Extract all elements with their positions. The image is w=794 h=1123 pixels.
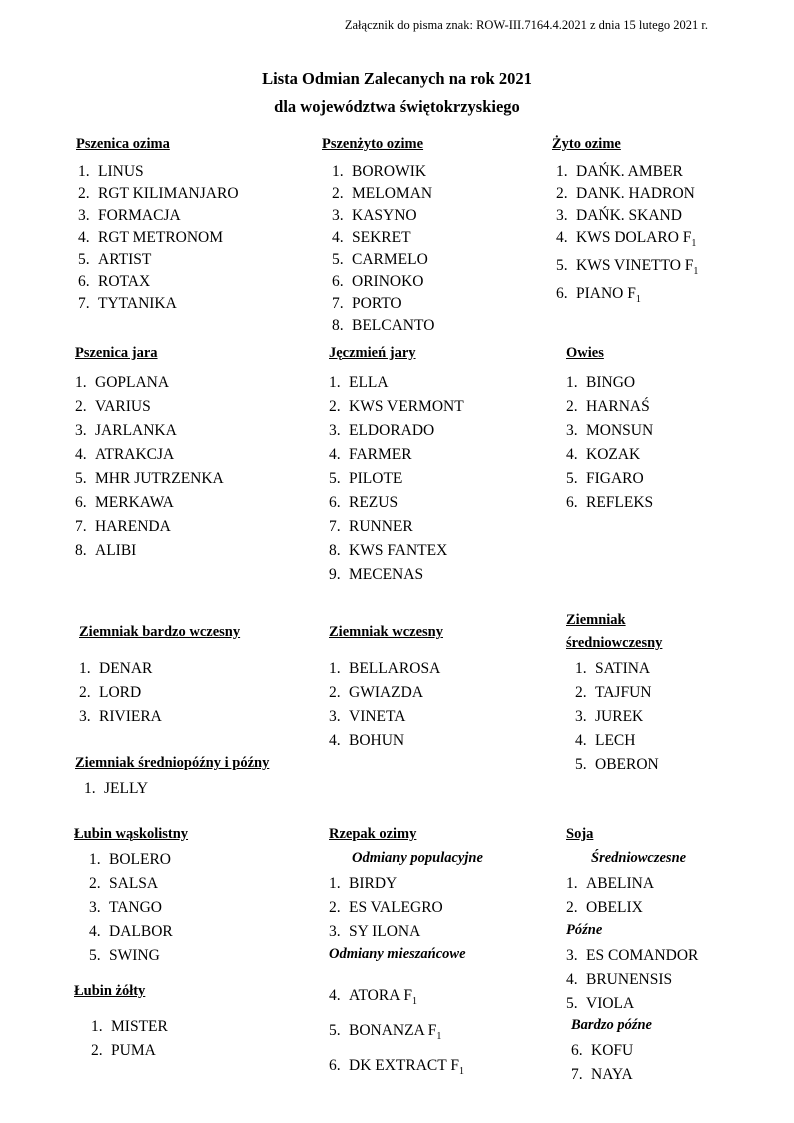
list-item: 1. ABELINA bbox=[566, 875, 655, 892]
subheading-odmiany-mieszancowe: Odmiany mieszańcowe bbox=[329, 946, 466, 962]
list-item: 3. KASYNO bbox=[332, 207, 417, 224]
list-item: 1. BOROWIK bbox=[332, 163, 427, 180]
hybrid-subscript: 1 bbox=[635, 294, 641, 306]
list-item: 1. DENAR bbox=[79, 660, 153, 677]
list-zyto-ozime bbox=[556, 161, 698, 311]
list-item: 4. FARMER bbox=[329, 446, 412, 463]
heading-pszenica-jara: Pszenica jara bbox=[75, 345, 158, 361]
list-item: 2. TAJFUN bbox=[575, 684, 652, 701]
heading-ziemniak-wczesny: Ziemniak wczesny bbox=[329, 624, 443, 640]
list-item: 5. MHR JUTRZENKA bbox=[75, 470, 224, 487]
subheading-odmiany-populacyjne: Odmiany populacyjne bbox=[352, 850, 483, 866]
list-item: 2. GWIAZDA bbox=[329, 684, 424, 701]
list-item: 2. VARIUS bbox=[75, 398, 151, 415]
list-item: 5. FIGARO bbox=[566, 470, 644, 487]
heading-rzepak-ozimy: Rzepak ozimy bbox=[329, 826, 417, 842]
document-title: Lista Odmian Zalecanych na rok 2021 bbox=[262, 69, 532, 88]
list-item: 5. VIOLA bbox=[566, 995, 635, 1012]
list-item: 6. PIANO $F_1$ bbox=[556, 285, 641, 306]
list-item: 4. BOHUN bbox=[329, 732, 405, 749]
hybrid-subscript: 1 bbox=[458, 1066, 464, 1078]
list-item: 2. SALSA bbox=[89, 875, 159, 892]
heading-pszenzyto-ozime: Pszenżyto ozime bbox=[322, 136, 424, 152]
list-owies bbox=[566, 371, 653, 515]
list-pszenica-jara bbox=[75, 371, 224, 563]
heading-ziemniak-bardzo-wczesny: Ziemniak bardzo wczesny bbox=[79, 624, 241, 640]
list-pszenica-ozima bbox=[78, 161, 239, 315]
list-item: 3. RIVIERA bbox=[79, 708, 162, 725]
heading-owies: Owies bbox=[566, 345, 604, 361]
list-item: 7. TYTANIKA bbox=[78, 295, 177, 312]
list-item: 2. RGT KILIMANJARO bbox=[78, 185, 239, 202]
list-item: 4. LECH bbox=[575, 732, 636, 749]
list-item: 6. REFLEKS bbox=[566, 494, 654, 511]
list-item: 8. BELCANTO bbox=[332, 317, 435, 334]
list-item: 3. JARLANKA bbox=[75, 422, 177, 439]
hybrid-subscript: 1 bbox=[693, 266, 699, 278]
subheading-sredniowczesne: Średniowczesne bbox=[591, 850, 687, 866]
heading-soja: Soja bbox=[566, 826, 594, 842]
list-item: 3. VINETA bbox=[329, 708, 406, 725]
list-jeczmien-jary bbox=[329, 371, 464, 587]
list-item: 4. ATRAKCJA bbox=[75, 446, 175, 463]
list-item: 3. MONSUN bbox=[566, 422, 654, 439]
list-item: 3. SY ILONA bbox=[329, 923, 421, 940]
list-item: 2. DANK. HADRON bbox=[556, 185, 695, 202]
list-item: 5. OBERON bbox=[575, 756, 659, 773]
list-item: 6. ORINOKO bbox=[332, 273, 424, 290]
list-item: 1. BINGO bbox=[566, 374, 636, 391]
list-item: 1. BELLAROSA bbox=[329, 660, 441, 677]
list-item: 1. LINUS bbox=[78, 163, 144, 180]
list-item: 8. ALIBI bbox=[75, 542, 137, 559]
list-item: 3. ELDORADO bbox=[329, 422, 435, 439]
heading-jeczmien-jary: Jęczmień jary bbox=[329, 345, 416, 361]
list-item: 2. MELOMAN bbox=[332, 185, 433, 202]
list-item: 4. RGT METRONOM bbox=[78, 229, 224, 246]
heading-ziemniak-sredniopozny: Ziemniak średniopóźny i późny bbox=[75, 755, 270, 771]
list-ziemniak-sredniowczesny bbox=[575, 657, 659, 777]
list-item: 4. SEKRET bbox=[332, 229, 411, 246]
list-item: 2. ES VALEGRO bbox=[329, 899, 443, 916]
list-item: 7. NAYA bbox=[571, 1066, 633, 1083]
list-item: 3. DAŃK. SKAND bbox=[556, 207, 682, 224]
subheading-bardzo-pozne: Bardzo późne bbox=[571, 1017, 652, 1033]
list-ziemniak-wczesny bbox=[329, 657, 440, 753]
list-item: 6. KOFU bbox=[571, 1042, 634, 1059]
list-item: 6. DK EXTRACT $F_1$ bbox=[329, 1057, 464, 1078]
document-subtitle: dla województwa świętokrzyskiego bbox=[274, 97, 520, 116]
heading-ziemniak-sredniowczesny-2: średniowczesny bbox=[566, 635, 663, 651]
list-item: 5. BONANZA $F_1$ bbox=[329, 1022, 442, 1043]
list-lubin-waskolistny bbox=[89, 848, 173, 968]
hybrid-subscript: 1 bbox=[691, 238, 697, 250]
list-item: 3. ES COMANDOR bbox=[566, 947, 699, 964]
list-item: 1. MISTER bbox=[91, 1018, 168, 1035]
subheading-pozne: Późne bbox=[566, 922, 603, 938]
list-item: 1. DAŃK. AMBER bbox=[556, 163, 683, 180]
list-item: 2. LORD bbox=[79, 684, 142, 701]
list-item: 7. RUNNER bbox=[329, 518, 413, 535]
list-item: 5. KWS VINETTO $F_1$ bbox=[556, 257, 699, 278]
list-soja-pozne bbox=[566, 944, 698, 1016]
list-item: 4. KWS DOLARO $F_1$ bbox=[556, 229, 697, 250]
list-item: 3. TANGO bbox=[89, 899, 163, 916]
list-item: 5. ARTIST bbox=[78, 251, 152, 268]
heading-zyto-ozime: Żyto ozime bbox=[552, 136, 621, 152]
list-pszenzyto-ozime bbox=[332, 161, 434, 337]
list-ziemniak-bardzo-wczesny bbox=[79, 657, 162, 729]
list-item: 3. JUREK bbox=[575, 708, 644, 725]
list-item: 2. OBELIX bbox=[566, 899, 643, 916]
list-item: 6. ROTAX bbox=[78, 273, 151, 290]
list-rzepak-mieszancowe bbox=[329, 981, 464, 1086]
list-item: 5. CARMELO bbox=[332, 251, 428, 268]
list-item: 1. BIRDY bbox=[329, 875, 398, 892]
list-item: 1. BOLERO bbox=[89, 851, 171, 868]
list-soja-sredniowczesne bbox=[566, 872, 654, 920]
list-item: 7. HARENDA bbox=[75, 518, 171, 535]
list-item: 6. REZUS bbox=[329, 494, 399, 511]
list-item: 4. ATORA $F_1$ bbox=[329, 987, 418, 1008]
list-soja-bardzo-pozne bbox=[571, 1039, 633, 1087]
hybrid-subscript: 1 bbox=[412, 996, 418, 1008]
list-lubin-zolty bbox=[91, 1015, 168, 1063]
heading-ziemniak-sredniowczesny-1: Ziemniak bbox=[566, 612, 626, 628]
list-item: 8. KWS FANTEX bbox=[329, 542, 448, 559]
list-item: 1. JELLY bbox=[84, 780, 149, 797]
list-item: 4. KOZAK bbox=[566, 446, 641, 463]
hybrid-subscript: 1 bbox=[436, 1031, 442, 1043]
list-rzepak-populacyjne bbox=[329, 872, 443, 944]
list-item: 2. HARNAŚ bbox=[566, 398, 650, 415]
list-item: 4. BRUNENSIS bbox=[566, 971, 673, 988]
list-item: 5. SWING bbox=[89, 947, 160, 964]
list-item: 7. PORTO bbox=[332, 295, 402, 312]
list-item: 1. SATINA bbox=[575, 660, 651, 677]
attachment-note: Załącznik do pisma znak: ROW-III.7164.4.2021 z dnia 15 lutego 2021 r. bbox=[344, 18, 708, 32]
heading-lubin-zolty: Łubin żółty bbox=[74, 983, 146, 999]
list-item: 2. KWS VERMONT bbox=[329, 398, 464, 415]
heading-pszenica-ozima: Pszenica ozima bbox=[76, 136, 170, 152]
list-item: 6. MERKAWA bbox=[75, 494, 174, 511]
list-item: 1. ELLA bbox=[329, 374, 389, 391]
list-item: 3. FORMACJA bbox=[78, 207, 181, 224]
heading-lubin-waskolistny: Łubin wąskolistny bbox=[74, 826, 189, 842]
list-item: 2. PUMA bbox=[91, 1042, 156, 1059]
list-item: 4. DALBOR bbox=[89, 923, 173, 940]
list-item: 1. GOPLANA bbox=[75, 374, 170, 391]
list-ziemniak-sredniopozny bbox=[84, 777, 148, 801]
list-item: 9. MECENAS bbox=[329, 566, 424, 583]
list-item: 5. PILOTE bbox=[329, 470, 403, 487]
